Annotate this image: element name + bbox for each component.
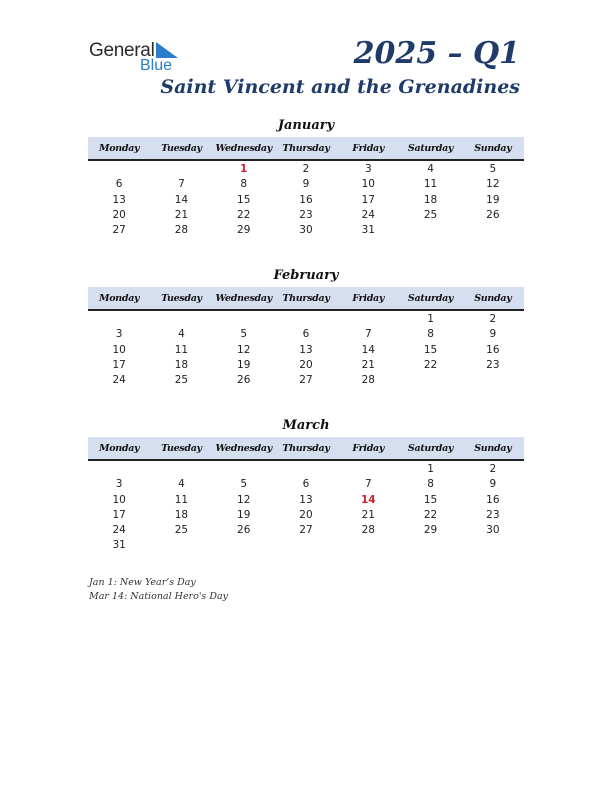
weekday-label-sunday: Sunday xyxy=(474,292,512,304)
day-cell: 18 xyxy=(174,508,189,521)
day-cell: 11 xyxy=(174,493,189,506)
empty-day-cell xyxy=(213,312,275,327)
day-cell: 22 xyxy=(237,208,251,221)
day-cell: 29 xyxy=(237,224,251,237)
empty-day-cell xyxy=(213,538,275,553)
day-cell: 19 xyxy=(237,508,251,521)
day-cell: 26 xyxy=(237,374,251,387)
day-cell: 23 xyxy=(299,208,313,221)
day-cell: 17 xyxy=(112,358,126,371)
weekday-label-saturday: Saturday xyxy=(407,292,454,304)
day-cell: 3 xyxy=(115,328,123,341)
day-cell: 31 xyxy=(112,539,126,552)
empty-day-cell xyxy=(337,462,399,477)
day-cell: 7 xyxy=(364,478,372,491)
day-cell: 14 xyxy=(360,493,376,506)
day-cell: 9 xyxy=(302,178,310,191)
weekday-header xyxy=(88,137,524,161)
page-subtitle: Saint Vincent and the Grenadines xyxy=(160,76,520,98)
day-cell: 8 xyxy=(427,328,434,341)
generalblue-logo xyxy=(89,40,189,76)
logo-text-general: General xyxy=(89,40,155,61)
day-cell: 27 xyxy=(112,224,126,237)
empty-day-cell xyxy=(462,538,524,553)
day-cell: 13 xyxy=(112,193,126,206)
day-cell: 6 xyxy=(302,328,310,341)
weekday-label-sunday: Sunday xyxy=(474,142,512,154)
day-cell: 16 xyxy=(486,343,500,356)
day-cell: 5 xyxy=(240,478,248,491)
day-cell: 26 xyxy=(486,208,500,221)
day-cell: 5 xyxy=(240,328,248,341)
month-name: January xyxy=(277,118,335,133)
day-cell: 6 xyxy=(115,178,123,191)
empty-day-cell xyxy=(213,462,275,477)
month-name: February xyxy=(273,268,339,283)
day-cell: 24 xyxy=(361,208,375,221)
day-cell: 28 xyxy=(361,524,375,537)
empty-day-cell xyxy=(462,223,524,238)
day-cell: 15 xyxy=(237,193,251,206)
weekday-label-wednesday: Wednesday xyxy=(215,142,272,154)
day-cell: 6 xyxy=(302,478,310,491)
day-grid xyxy=(88,162,524,238)
day-cell: 31 xyxy=(361,224,375,237)
weekday-label-saturday: Saturday xyxy=(407,142,454,154)
day-cell: 9 xyxy=(489,328,497,341)
day-cell: 12 xyxy=(486,178,500,191)
day-cell: 1 xyxy=(240,163,248,175)
weekday-label-friday: Friday xyxy=(352,292,385,304)
day-cell: 9 xyxy=(489,478,497,491)
empty-day-cell xyxy=(88,462,150,477)
day-cell: 24 xyxy=(112,524,126,537)
day-grid xyxy=(88,312,524,388)
day-cell: 28 xyxy=(174,224,189,237)
page-title: 2025 – Q1 xyxy=(353,36,520,71)
weekday-label-saturday: Saturday xyxy=(407,442,454,454)
holiday-note: Jan 1: New Year’s Day xyxy=(89,577,196,588)
day-cell: 14 xyxy=(174,193,189,206)
weekday-label-thursday: Thursday xyxy=(282,142,330,154)
weekday-label-monday: Monday xyxy=(99,442,140,454)
day-cell: 4 xyxy=(178,328,185,341)
weekday-label-monday: Monday xyxy=(99,292,140,304)
empty-day-cell xyxy=(399,223,461,238)
day-cell: 16 xyxy=(299,193,313,206)
empty-day-cell xyxy=(337,312,399,327)
day-cell: 13 xyxy=(299,343,313,356)
day-cell: 8 xyxy=(240,178,248,191)
holiday-note: Mar 14: National Hero's Day xyxy=(89,591,228,602)
weekday-label-thursday: Thursday xyxy=(282,442,330,454)
weekday-label-friday: Friday xyxy=(352,442,385,454)
day-cell: 3 xyxy=(364,163,372,175)
day-cell: 17 xyxy=(361,193,375,206)
day-cell: 28 xyxy=(361,374,375,387)
day-cell: 4 xyxy=(427,163,434,175)
day-cell: 25 xyxy=(174,524,189,537)
day-cell: 7 xyxy=(178,178,185,191)
empty-day-cell xyxy=(462,373,524,388)
empty-day-cell xyxy=(275,312,337,327)
empty-day-cell xyxy=(88,312,150,327)
empty-day-cell xyxy=(150,162,212,177)
empty-day-cell xyxy=(399,373,461,388)
day-cell: 11 xyxy=(423,178,438,191)
day-cell: 12 xyxy=(237,343,251,356)
day-cell: 2 xyxy=(489,313,497,325)
day-cell: 24 xyxy=(112,374,126,387)
day-cell: 4 xyxy=(178,478,185,491)
day-cell: 22 xyxy=(423,508,438,521)
day-cell: 10 xyxy=(112,493,126,506)
day-cell: 17 xyxy=(112,508,126,521)
holiday-notes xyxy=(89,576,228,604)
logo-text-blue: Blue xyxy=(140,57,173,74)
empty-day-cell xyxy=(88,162,150,177)
month-january xyxy=(88,117,524,238)
weekday-label-tuesday: Tuesday xyxy=(161,292,202,304)
day-cell: 23 xyxy=(486,508,500,521)
empty-day-cell xyxy=(150,312,212,327)
day-cell: 2 xyxy=(302,163,310,175)
day-cell: 21 xyxy=(361,508,375,521)
day-cell: 11 xyxy=(174,343,189,356)
day-cell: 30 xyxy=(486,524,500,537)
day-cell: 30 xyxy=(299,224,313,237)
day-cell: 20 xyxy=(299,358,313,371)
day-cell: 20 xyxy=(299,508,313,521)
weekday-label-wednesday: Wednesday xyxy=(215,292,272,304)
weekday-label-tuesday: Tuesday xyxy=(161,142,202,154)
day-cell: 1 xyxy=(427,463,434,475)
month-march xyxy=(88,417,524,554)
weekday-header xyxy=(88,437,524,461)
empty-day-cell xyxy=(150,462,212,477)
weekday-label-wednesday: Wednesday xyxy=(215,442,272,454)
day-cell: 16 xyxy=(486,493,500,506)
empty-day-cell xyxy=(399,538,461,553)
day-cell: 26 xyxy=(237,524,251,537)
day-cell: 23 xyxy=(486,358,500,371)
month-name: March xyxy=(282,418,330,433)
day-cell: 22 xyxy=(423,358,438,371)
day-cell: 7 xyxy=(364,328,372,341)
empty-day-cell xyxy=(275,538,337,553)
logo-triangle-icon xyxy=(156,42,178,58)
empty-day-cell xyxy=(150,538,212,553)
day-cell: 25 xyxy=(174,374,189,387)
day-cell: 19 xyxy=(237,358,251,371)
weekday-header xyxy=(88,287,524,311)
day-cell: 19 xyxy=(486,193,500,206)
day-cell: 18 xyxy=(174,358,189,371)
day-cell: 27 xyxy=(299,374,313,387)
day-cell: 14 xyxy=(361,343,375,356)
day-cell: 10 xyxy=(112,343,126,356)
day-grid xyxy=(88,462,524,554)
day-cell: 21 xyxy=(174,208,189,221)
weekday-label-sunday: Sunday xyxy=(474,442,512,454)
month-february xyxy=(88,267,524,388)
day-cell: 20 xyxy=(112,208,126,221)
day-cell: 2 xyxy=(489,463,497,475)
day-cell: 1 xyxy=(427,313,434,325)
day-cell: 15 xyxy=(423,493,438,506)
weekday-label-tuesday: Tuesday xyxy=(161,442,202,454)
day-cell: 10 xyxy=(361,178,375,191)
day-cell: 5 xyxy=(489,163,497,175)
day-cell: 8 xyxy=(427,478,434,491)
day-cell: 12 xyxy=(237,493,251,506)
day-cell: 27 xyxy=(299,524,313,537)
weekday-label-monday: Monday xyxy=(99,142,140,154)
day-cell: 25 xyxy=(423,208,438,221)
weekday-label-friday: Friday xyxy=(352,142,385,154)
day-cell: 18 xyxy=(423,193,438,206)
day-cell: 13 xyxy=(299,493,313,506)
weekday-label-thursday: Thursday xyxy=(282,292,330,304)
day-cell: 15 xyxy=(423,343,438,356)
empty-day-cell xyxy=(337,538,399,553)
day-cell: 21 xyxy=(361,358,375,371)
day-cell: 3 xyxy=(115,478,123,491)
day-cell: 29 xyxy=(423,524,438,537)
empty-day-cell xyxy=(275,462,337,477)
